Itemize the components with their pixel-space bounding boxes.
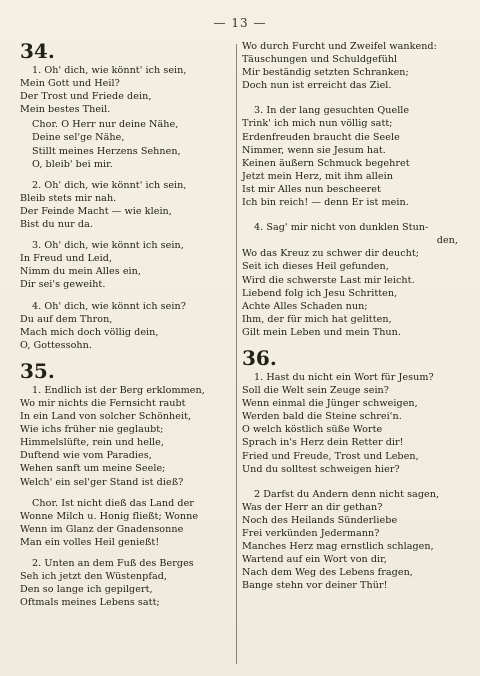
verse-line: den, [436, 235, 458, 247]
verse-line: Fried und Freude, Trost und Leben, [242, 450, 419, 462]
verse-line: Der Feinde Macht — wie klein, [20, 205, 172, 217]
stanza [20, 179, 232, 231]
verse-line: 4. Oh' dich, wie könnt ich sein? [32, 300, 186, 312]
stanza [20, 300, 232, 352]
verse-line: Wo durch Furcht und Zweifel wankend: [242, 41, 437, 52]
verse-line: Werden bald die Steine schrei'n. [242, 411, 402, 423]
verse-line: Nimm du mein Alles ein, [20, 266, 141, 278]
verse-line: Wo mir nichts die Fernsicht raubt [20, 397, 186, 409]
verse-line: Du auf dem Thron, [20, 313, 113, 325]
verse-line: Stillt meines Herzens Sehnen, [32, 145, 181, 157]
verse-line: 3. Oh' dich, wie könnt ich sein, [32, 240, 184, 252]
verse-line: Noch des Heilands Sünderliebe [242, 514, 398, 526]
verse-line: Jetzt mein Herz, mit ihm allein [242, 170, 393, 182]
verse-line: Gilt mein Leben und mein Thun. [242, 326, 401, 338]
verse-line: Bist du nur da. [20, 219, 93, 231]
stanza [242, 104, 464, 209]
verse-line: Doch nun ist erreicht das Ziel. [242, 80, 392, 92]
verse-line: Wird die schwerste Last mir leicht. [242, 274, 415, 286]
verse-line: Erdenfreuden braucht die Seele [242, 131, 400, 143]
stanza [20, 64, 232, 116]
verse-line: 1. Hast du nicht ein Wort für Jesum? [254, 371, 434, 383]
verse-line: Man ein volles Heil genießt! [20, 536, 160, 548]
verse-line: Dir sei's geweiht. [20, 279, 106, 291]
verse-line: Sprach in's Herz dein Retter dir! [242, 437, 404, 449]
verse-line: O, bleib' bei mir. [32, 158, 113, 170]
verse-line: 4. Sag' mir nicht von dunklen Stun- [254, 222, 429, 234]
verse-line: 2. Oh' dich, wie könnt' ich sein, [32, 179, 187, 191]
verse-line: Wenn im Glanz der Gnadensonne [20, 523, 184, 535]
hymn-35 [20, 360, 232, 610]
verse-line: Frei verkünden Jedermann? [242, 528, 380, 539]
verse-line: Den so lange ich gepilgert, [20, 584, 153, 596]
verse-line: Himmelslüfte, rein und helle, [20, 437, 165, 449]
stanza [20, 557, 232, 609]
hymn-number: 35. [20, 358, 55, 383]
verse-line: Wehen sanft um meine Seele; [20, 463, 166, 475]
verse-line: Wartend auf ein Wort von dir, [242, 554, 387, 566]
verse-line: Manches Herz mag ernstlich schlagen, [242, 541, 434, 553]
verse-line: Wonne Milch u. Honig fließt; Wonne [20, 510, 199, 522]
verse-line: Trink' ich mich nun völlig satt; [242, 118, 393, 130]
verse-line: Welch' ein sel'ger Stand ist dieß? [20, 476, 184, 488]
stanza [20, 384, 232, 489]
verse-line: Deine sel'ge Nähe, [32, 132, 125, 144]
verse-line: Oftmals meines Lebens satt; [20, 597, 160, 609]
column-divider [236, 44, 237, 664]
right-column [242, 40, 464, 600]
verse-line: Was der Herr an dir gethan? [242, 501, 383, 513]
verse-line: Nimmer, wenn sie Jesum hat. [242, 144, 386, 156]
verse-line: 1. Oh' dich, wie könnt' ich sein, [32, 65, 187, 76]
verse-line: Mein Gott und Heil? [20, 78, 120, 90]
verse-line: Seh ich jetzt den Wüstenpfad, [20, 571, 167, 583]
chorus [20, 497, 232, 549]
hymn-number: 36. [242, 345, 277, 370]
chorus [20, 118, 232, 170]
verse-line: Nach dem Weg des Lebens fragen, [242, 567, 413, 579]
verse-line: Der Trost und Friede dein, [20, 91, 152, 103]
verse-line: 3. In der lang gesuchten Quelle [254, 105, 410, 117]
verse-line: Ich bin reich! — denn Er ist mein. [242, 197, 409, 209]
verse-line: Seit ich dieses Heil gefunden, [242, 261, 389, 273]
verse-line: Bleib stets mir nah. [20, 192, 117, 204]
hymn-34 [20, 40, 232, 352]
hymn-36 [242, 347, 464, 593]
verse-line: Mach mich doch völlig dein, [20, 326, 159, 338]
verse-line: Mein bestes Theil. [20, 104, 111, 116]
verse-line: Chor. Ist nicht dieß das Land der [32, 497, 194, 509]
stanza [20, 239, 232, 291]
verse-line: O, Gottessohn. [20, 339, 92, 351]
verse-line: In Freud und Leid, [20, 253, 113, 265]
hymn-35-continued [242, 40, 464, 339]
verse-line: Chor. O Herr nur deine Nähe, [32, 119, 179, 131]
stanza [242, 488, 464, 593]
verse-line: Und du solltest schweigen hier? [242, 463, 400, 475]
verse-line: O welch köstlich süße Worte [242, 424, 383, 436]
stanza [242, 40, 464, 92]
verse-line: Ihm, der für mich hat gelitten, [242, 313, 392, 325]
verse-line: In ein Land von solcher Schönheit, [20, 411, 192, 423]
verse-line: Wie ichs früher nie geglaubt; [20, 424, 164, 436]
page-number: — 13 — [213, 16, 267, 30]
verse-line: Achte Alles Schaden nun; [242, 300, 368, 312]
verse-line: Bange stehn vor deiner Thür! [242, 580, 388, 592]
verse-line: Mir beständig setzten Schranken; [242, 67, 409, 79]
verse-line: Duftend wie vom Paradies, [20, 450, 152, 462]
verse-line: Keinen äußern Schmuck begehret [242, 157, 410, 169]
verse-line: 1. Endlich ist der Berg erklommen, [32, 384, 205, 396]
verse-line: Ist mir Alles nun bescheeret [242, 183, 381, 195]
verse-line: Wenn einmal die Jünger schweigen, [242, 398, 418, 410]
hymn-number: 34. [20, 39, 55, 63]
verse-line: Liebend folg ich Jesu Schritten, [242, 287, 398, 299]
left-column [20, 40, 232, 617]
verse-line: 2 Darfst du Andern denn nicht sagen, [254, 488, 440, 500]
stanza [242, 371, 464, 476]
verse-line: Täuschungen und Schuldgefühl [242, 54, 398, 66]
verse-line: 2. Unten an dem Fuß des Berges [32, 558, 194, 569]
verse-line: Wo das Kreuz zu schwer dir deucht; [242, 248, 420, 260]
stanza [242, 221, 464, 339]
verse-line: Soll die Welt sein Zeuge sein? [242, 385, 389, 397]
